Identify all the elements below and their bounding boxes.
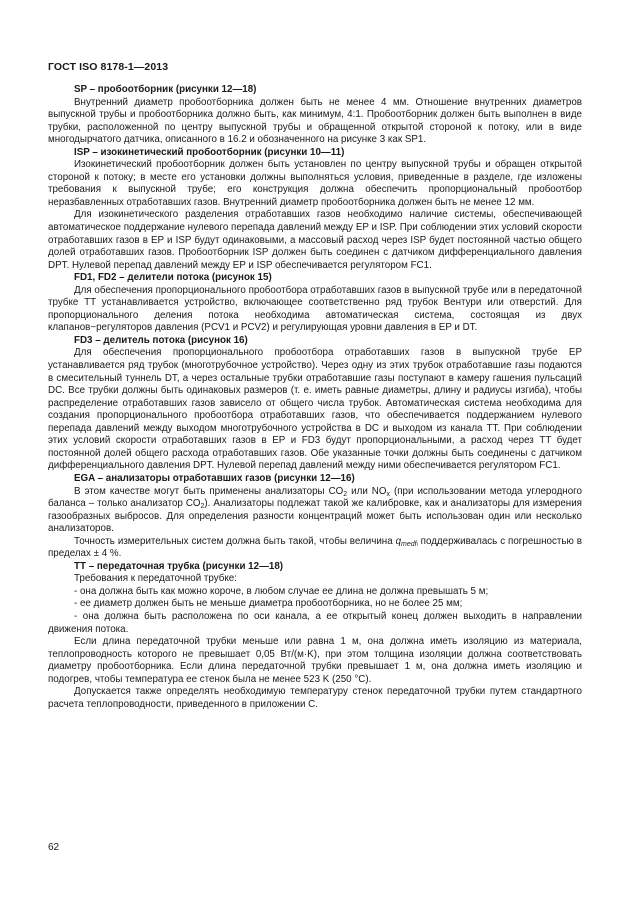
paragraph: Изокинетический пробоотборник должен быть установлен по центру выпускной трубы и обращен открытой стороной к потоку; в месте его установки должны выполняться условия, приведенные в разделе, где изложены требования к выпускной трубе; его конструкция должна обеспечить пропорциональный пробоотбор неразбавленных отработавших газов. Внутренний диаметр пробоотборника должен быть не менее 12 мм. — [48, 159, 582, 208]
section-heading-fd3: FD3 – делитель потока (рисунок 16) — [74, 334, 248, 346]
paragraph: Требования к передаточной трубке: — [74, 573, 237, 585]
section-heading-isp: ISP – изокинетический пробоотборник (рисунки 10—11) — [74, 146, 345, 158]
paragraph: Для обеспечения пропорционального пробоотбора отработавших газов в выпускной трубе EP устанавливается ряд трубок (многотрубочное устройство). Через одну из этих трубок отработавшие газы подаются в смесительный туннель DT, а через остальные трубки отработавшие газы поступают в камеру гашения пульсаций DC. Все трубки должны быть одинаковых размеров (т. е. иметь равные диаметры, длину и радиусы изгиба), чтобы распределение отработавших газов зависело от общего числа трубок. Автоматическая система необходима для создания пропорционального пробоотбора отработавших газов, что обеспечивается поддержанием нулевого перепада давлений между выходом многотрубочного устройства в DC и выходом из канала TT. При соблюдении этих условий скорости отработавших газов в EP и FD3 будут пропорциональными, а расход через TT будет постоянной долей общего расхода отработавших газов. Обе указанные точки должны быть соединены с датчиком дифференциального давления DPT. Нулевой перепад давлений между ними обеспечивается регулятором FC1. — [48, 347, 582, 472]
document-body — [48, 84, 582, 711]
paragraph-ega-analyzers: В этом качестве могут быть применены анализаторы $CO_2$ или $NO_x$ (при использовании метода углеродного баланса – только анализатор $CO_2$). Анализаторы подлежат такой же калибровке, как и анализаторы для измерения газообразных выбросов. Для определения разности концентраций может быть использован один или несколько анализаторов. — [48, 485, 582, 535]
paragraph: Если длина передаточной трубки меньше или равна 1 м, она должна иметь изоляцию из материала, теплопроводность которого не превышает 0,05 Вт/(м·K), при этом толщина изоляции должна соответствовать диаметру пробоотборника. Если длина передаточной трубки превышает 1 м, она должна иметь изоляцию и подогрев, чтобы температура ее стенок была не менее 523 K (250 °C). — [48, 636, 582, 685]
section-heading-sp: SP – пробоотборник (рисунки 12—18) — [74, 84, 257, 95]
page-number: 62 — [48, 842, 60, 853]
list-item: - она должна быть как можно короче, в любом случае ее длина не должна превышать 5 м; — [74, 585, 489, 597]
section-heading-tt: TT – передаточная трубка (рисунки 12—18) — [74, 560, 284, 572]
paragraph: Для изокинетического разделения отработавших газов необходимо наличие системы, обеспечивающей автоматическое поддержание нулевого перепада давлений между EP и ISP. При соблюдении этих условий скорости отработавших газов в EP и ISP будут одинаковыми, а массовый расход через ISP будет постоянной частью общего долей отработавших газов. Пробоотборник ISP должен быть соединен с датчиком дифференциального давления DPT. Нулевой перепад давлений между EP и ISP обеспечивается регулятором FC1. — [48, 209, 582, 271]
list-item: - она должна быть расположена по оси канала, а ее открытый конец должен выходить в направлении движения потока. — [48, 610, 582, 635]
document-header: ГОСТ ISO 8178-1—2013 — [48, 61, 169, 73]
paragraph: Допускается также определять необходимую температуру стенок передаточной трубки путем стандартного расчета теплопроводности, приведенного в приложении C. — [48, 686, 582, 710]
paragraph: Для обеспечения пропорционального пробоотбора отработавших газов в выпускной трубе или в передаточной трубке TT устанавливается устройство, включающее соответственно ряд трубок Вентури или отверстий. Для пропорционального деления потока необходима автоматическая система, состоящая из двух клапанов−регуляторов давления (PCV1 и PCV2) и регулирующая уровни давления в EP и DT. — [48, 284, 582, 334]
paragraph: Внутренний диаметр пробоотборника должен быть не менее 4 мм. Отношение внутренних диаметров выпускной трубы и пробоотборника должно быть, как минимум, 4:1. Пробоотборник должен быть выполнен в виде трубки, расположенной по центру выпускной трубы и обращенной открытой стороной к потоку, или в виде многодырчатого датчика, описанного в 16.2 и обозначенного на рисунке 3 как SP1. — [48, 96, 582, 146]
section-heading-fd1-fd2: FD1, FD2 – делители потока (рисунок 15) — [74, 272, 272, 284]
paragraph-ega-accuracy: Точность измерительных систем должна быть такой, чтобы величина $q_{medfi}$ поддерживалась с погрешностью в пределах ± 4 %. — [48, 535, 582, 560]
list-item: - ее диаметр должен быть не меньше диаметра пробоотборника, но не более 25 мм; — [74, 598, 463, 610]
section-heading-ega: EGA – анализаторы отработавших газов (рисунки 12—16) — [74, 472, 355, 484]
